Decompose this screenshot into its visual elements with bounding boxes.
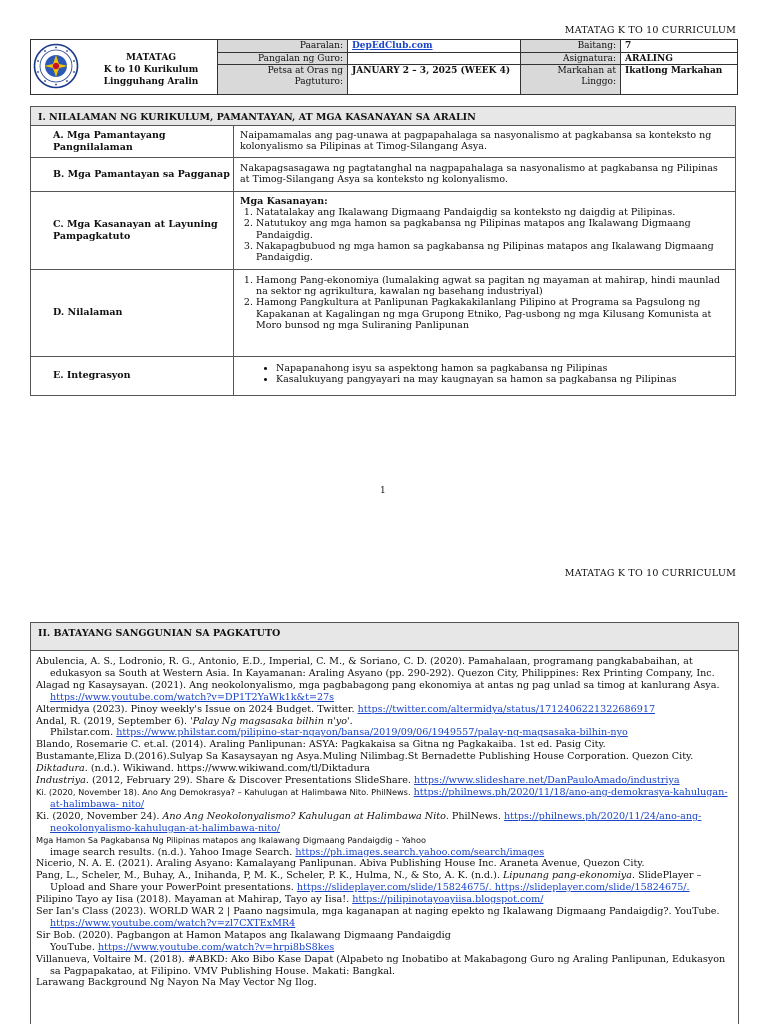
row-integrasyon	[31, 356, 735, 395]
row-a-label: A. Mga Pamantayang Pangnilalaman	[31, 126, 234, 157]
reference-item: Mga Hamon Sa Pagkabansa Ng Pilipinas matapos ang Ikalawang Digmaang Pandaigdig – Yahoo image search results. (n.d.). Yahoo Image Search. https://ph.images.search.yahoo.com/search/images	[36, 834, 545, 858]
brand-line1: MATATAG	[125, 53, 177, 63]
petsa-label: Petsa at Oras ng Pagtuturo:	[217, 65, 347, 94]
markahan-value: Ikatlong Markahan	[620, 65, 737, 94]
asignatura-label: Asignatura:	[520, 53, 620, 65]
integrasyon-item: • Kasalukuyang pangyayari na may kaugnayan sa hamon sa pagkabansa ng Pilipinas	[276, 374, 729, 385]
reference-item: Abulencia, A. S., Lodronio, R. G., Antonio, E.D., Imperial, C. M., & Soriano, C. D. (2020). Pamahalaan, programang pangkababaihan, at edukasyon sa South at Western Asia. In Kayamanan: Araling Asyano (pp. 290-292). Quezon City, Philippines: Rex Printing Company, Inc.	[36, 656, 715, 679]
baitang-value: 7	[620, 40, 737, 53]
reference-link[interactable]: https://www.slideshare.net/DanPauloAmado/industriya	[414, 775, 680, 787]
nilalaman-list	[240, 275, 729, 331]
section2-title: II. BATAYANG SANGGUNIAN SA PAGKATUTO	[31, 623, 738, 651]
reference-link[interactable]: https://ph.images.search.yahoo.com/search/images	[295, 846, 545, 858]
deped-seal-icon	[33, 43, 79, 89]
row-b-text: Nakapagsasagawa ng pagtatanghal na nagpapahalaga sa nasyonalismo at pagkabansa ng Pilipinas at Timog-Silangang Asya sa konteksto ng kolonyalismo.	[240, 163, 718, 186]
row-c-label: C. Mga Kasanayan at Layuning Pampagkatuto	[31, 192, 234, 269]
row-pamantayan-pagganap	[31, 157, 735, 191]
guro-value	[347, 53, 520, 65]
reference-item: Pilipino Tayo ay Iisa (2018). Mayaman at Mahirap, Tayo ay Iisa!. https://pilipinotayoayiisa.blogspot.com/	[36, 894, 544, 906]
kasanayan-heading: Mga Kasanayan:	[240, 196, 328, 207]
paaralan-link[interactable]: DepEdClub.com	[352, 41, 433, 51]
page-number: 1	[380, 486, 386, 496]
row-a-text: Naipamamalas ang pag-unawa at pagpapahalaga sa nasyonalismo at pagkabansa sa konteksto ng kolonyalismo sa Pilipinas at Timog-Silangang Asya.	[240, 130, 712, 153]
reference-item: Blando, Rosemarie C. et.al. (2014). Araling Panlipunan: ASYA: Pagkakaisa sa Gitna ng Pagkakaiba. 1st ed. Pasig City.	[36, 739, 606, 751]
references-section	[30, 622, 739, 1024]
kasanayan-item: 1. Natatalakay ang Ikalawang Digmaang Pandaigdig sa konteksto ng daigdig at Pilipinas.	[256, 207, 729, 218]
row-c-content	[234, 192, 735, 269]
integrasyon-item: • Napapanahong isyu sa aspektong hamon sa pagkabansa ng Pilipinas	[276, 363, 729, 374]
section1-title: I. NILALAMAN NG KURIKULUM, PAMANTAYAN, AT MGA KASANAYAN SA ARALIN	[31, 107, 735, 126]
reference-item: Andal, R. (2019, September 6). 'Palay Ng magsasaka bilhin n'yo'. Philstar.com. https://www.philstar.com/pilipino-star-ngayon/bansa/2019/09/06/1949557/palay-ng-magsasaka-bilhin-nyo	[36, 715, 628, 739]
reference-item: Bustamante,Eliza D.(2016).Sulyap Sa Kasaysayan ng Asya.Muling Nilimbag.St Bernadette Publishing House Corporation. Quezon City.	[36, 751, 694, 763]
row-e-label: E. Integrasyon	[31, 357, 234, 395]
asignatura-value: ARALING	[620, 53, 737, 65]
row-nilalaman	[31, 269, 735, 356]
reference-link[interactable]: https://www.youtube.com/watch?v=hrpi8bS8kes	[97, 941, 335, 953]
brand-line3: Lingguhang Aralin	[103, 77, 199, 87]
reference-item: Larawang Background Ng Nayon Na May Vector Ng Ilog.	[36, 977, 317, 989]
reference-item: Sir Bob. (2020). Pagbangon at Hamon Matapos ang Ikalawang Digmaang Pandaigdig YouTube. https://www.youtube.com/watch?v=hrpi8bS8kes	[36, 929, 451, 953]
row-e-content	[234, 357, 735, 395]
reference-item: Alagad ng Kasaysayan. (2021). Ang neokolonyalismo, mga pagbabagong pang ekonomiya at antas ng pag unlad sa timog at kanlurang Asya. https://www.youtube.com/watch?v=DP1T2YaWk1k&t=27s	[36, 679, 720, 703]
guro-label: Pangalan ng Guro:	[217, 53, 347, 65]
kasanayan-item: 3. Nakapagbubuod ng mga hamon sa pagkabansa ng Pilipinas matapos ang Ikalawang Digmaang Pandaigdig.	[256, 241, 729, 263]
reference-link[interactable]: https://philnews.ph/2020/11/24/ano-ang-neokolonyalismo-kahulugan-at-halimbawa-nito/	[50, 810, 702, 834]
reference-item: Ki. (2020, November 18). Ano Ang Demokrasya? – Kahulugan at Halimbawa Nito. PhilNews. https://philnews.ph/2020/11/18/ano-ang-demokrasya-kahulugan-at-halimbawa- nito/	[36, 786, 728, 810]
kasanayan-item: 2. Natutukoy ang mga hamon sa pagkabansa ng Pilipinas matapos ang Ikalawang Digmaang Pandaigdig.	[256, 218, 729, 240]
reference-item: Diktadura. (n.d.). Wikiwand. https://www.wikiwand.com/tl/Diktadura	[36, 763, 370, 775]
row-d-content	[234, 270, 735, 356]
reference-item: Ki. (2020, November 24). Ano Ang Neokolonyalismo? Kahulugan at Halimbawa Nito. PhilNews. https://philnews.ph/2020/11/24/ano-ang-neokolonyalismo-kahulugan-at-halimbawa-nito/	[36, 810, 702, 834]
reference-item: Villanueva, Voltaire M. (2018). #ABKD: Ako Bibo Kase Dapat (Alpabeto ng Inobatibo at Makabagong Guro ng Araling Panlipunan, Edukasyon sa Pagpapakatao, at Filipino. VMV Publishing House. Makati: Bangkal.	[36, 953, 726, 977]
curriculum-header: MATATAG K TO 10 CURRICULUM	[564, 25, 736, 36]
reference-link[interactable]: https://pilipinotayoayiisa.blogspot.com/	[352, 894, 544, 906]
reference-link[interactable]: https://twitter.com/altermidya/status/1712406221322686917	[357, 703, 656, 715]
reference-item: Altermidya (2023). Pinoy weekly's Issue on 2024 Budget. Twitter. https://twitter.com/altermidya/status/1712406221322686917	[36, 703, 656, 715]
paaralan-value	[347, 40, 520, 53]
row-kasanayan	[31, 191, 735, 269]
markahan-label: Markahan at Linggo:	[520, 65, 620, 94]
nilalaman-item: 1. Hamong Pang-ekonomiya (lumalaking agwat sa pagitan ng mayaman at mahirap, hindi maunlad na sektor ng agrikultura, kawalan ng basehang industriyal)	[256, 275, 729, 297]
row-b-label: B. Mga Pamantayan sa Pagganap	[31, 158, 234, 191]
reference-link[interactable]: https://www.philstar.com/pilipino-star-ngayon/bansa/2019/09/06/1949557/palay-ng-magsasaka-bilhin-nyo	[116, 727, 628, 739]
reference-item: Industriya. (2012, February 29). Share & Discover Presentations SlideShare. https://www.slideshare.net/DanPauloAmado/industriya	[36, 775, 680, 787]
brand-block	[85, 52, 217, 88]
reference-link[interactable]: https://www.youtube.com/watch?v=DP1T2YaWk1k&t=27s	[50, 691, 335, 703]
paaralan-label: Paaralan:	[217, 40, 347, 53]
row-d-label: D. Nilalaman	[31, 270, 234, 356]
reference-link[interactable]: https://slideplayer.com/slide/15824675/. https://slideplayer.com/slide/15824675/.	[296, 882, 690, 894]
brand-line2: K to 10 Kurikulum	[103, 65, 199, 75]
reference-link[interactable]: https://philnews.ph/2020/11/18/ano-ang-demokrasya-kahulugan-at-halimbawa- nito/	[50, 786, 728, 810]
references-list	[31, 651, 738, 989]
integrasyon-list	[260, 363, 729, 385]
kasanayan-list	[240, 207, 729, 263]
petsa-value: JANUARY 2 – 3, 2025 (WEEK 4)	[347, 65, 520, 94]
nilalaman-item: 2. Hamong Pangkultura at Panlipunan Pagkakakilanlang Pilipino at Programa sa Pagsulong ng Kapakanan at Kagalingan ng mga Grupong Etniko, Pag-usbong ng mga Kilusang Komunista at Moro bunsod ng mga Suliraning Panlipunan	[256, 297, 729, 331]
curriculum-header-page2: MATATAG K TO 10 CURRICULUM	[564, 568, 736, 579]
reference-link[interactable]: https://www.youtube.com/watch?v=zl7CXTExMR4	[50, 917, 296, 929]
reference-item: Pang, L., Scheler, M., Buhay, A., Inihanda, P, M. K., Scheler, P. K., Hulma, N., & Sto, A. K. (n.d.). Lipunang pang-ekonomiya. SlidePlayer – Upload and Share your PowerPoint presentations. https://slideplayer.com/slide/15824675/. https://slideplayer.com/slide/15824675/.	[36, 870, 702, 894]
row-pamantayang-pangnilalaman	[31, 125, 735, 157]
curriculum-section	[30, 106, 736, 396]
lesson-meta-table	[30, 39, 738, 95]
reference-item: Nicerio, N. A. E. (2021). Araling Asyano: Kamalayang Panlipunan. Abiva Publishing House Inc. Araneta Avenue, Quezon City.	[36, 858, 645, 870]
baitang-label: Baitang:	[520, 40, 620, 53]
reference-item: Ser Ian's Class (2023). WORLD WAR 2 | Paano nagsimula, mga kaganapan at naging epekto ng Ikalawang Digmaang Pandaigdig?. YouTube. https://www.youtube.com/watch?v=zl7CXTExMR4	[36, 906, 720, 929]
